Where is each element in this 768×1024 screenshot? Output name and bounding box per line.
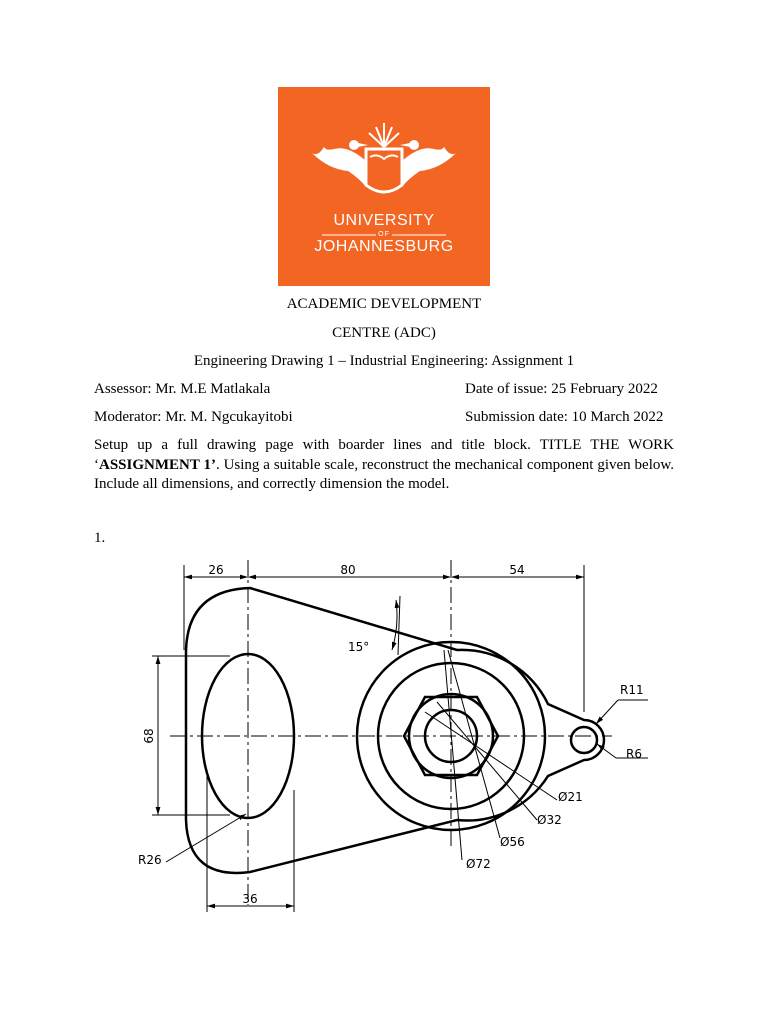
dim-r26: R26: [138, 853, 162, 867]
department-subtitle: CENTRE (ADC): [332, 325, 436, 341]
dim-68: 68: [142, 728, 156, 744]
dim-r11: R11: [620, 683, 644, 697]
instructions-part2: . Using a suitable scale, reconstruct the mechanical component given below. Include all dimensions, and correctly dimension the model.: [94, 456, 674, 492]
department-title: ACADEMIC DEVELOPMENT: [286, 296, 482, 312]
instructions-part1: Setup up a full drawing page with boarder lines and title block. TITLE THE WORK ‘: [94, 437, 674, 473]
dim-dia56: Ø56: [500, 835, 525, 849]
logo-text-of: OF: [378, 231, 390, 238]
dim-dia32: Ø32: [537, 813, 562, 827]
dim-dia21: Ø21: [558, 790, 583, 804]
dim-angle-15: 15°: [348, 640, 370, 654]
submission-date-label: Submission date: 10 March 2022: [465, 409, 664, 425]
dim-80: 80: [340, 563, 356, 577]
instructions-bold: ASSIGNMENT 1’: [99, 456, 216, 473]
dim-54: 54: [509, 563, 525, 577]
question-number: 1.: [94, 530, 106, 546]
dim-26: 26: [208, 563, 224, 577]
component-outline: [186, 588, 604, 873]
dim-36: 36: [242, 892, 258, 906]
issue-date-label: Date of issue: 25 February 2022: [465, 381, 658, 397]
logo-text-university: UNIVERSITY: [333, 212, 435, 229]
dim-dia72: Ø72: [466, 857, 491, 871]
circle-r6: [571, 727, 597, 753]
course-title: Engineering Drawing 1 – Industrial Engineering: Assignment 1: [193, 353, 575, 369]
moderator-label: Moderator: Mr. M. Ngcukayitobi: [94, 409, 293, 425]
dim-r6: R6: [626, 747, 642, 761]
assessor-label: Assessor: Mr. M.E Matlakala: [94, 381, 271, 397]
logo-text-johannesburg: JOHANNESBURG: [314, 238, 454, 255]
